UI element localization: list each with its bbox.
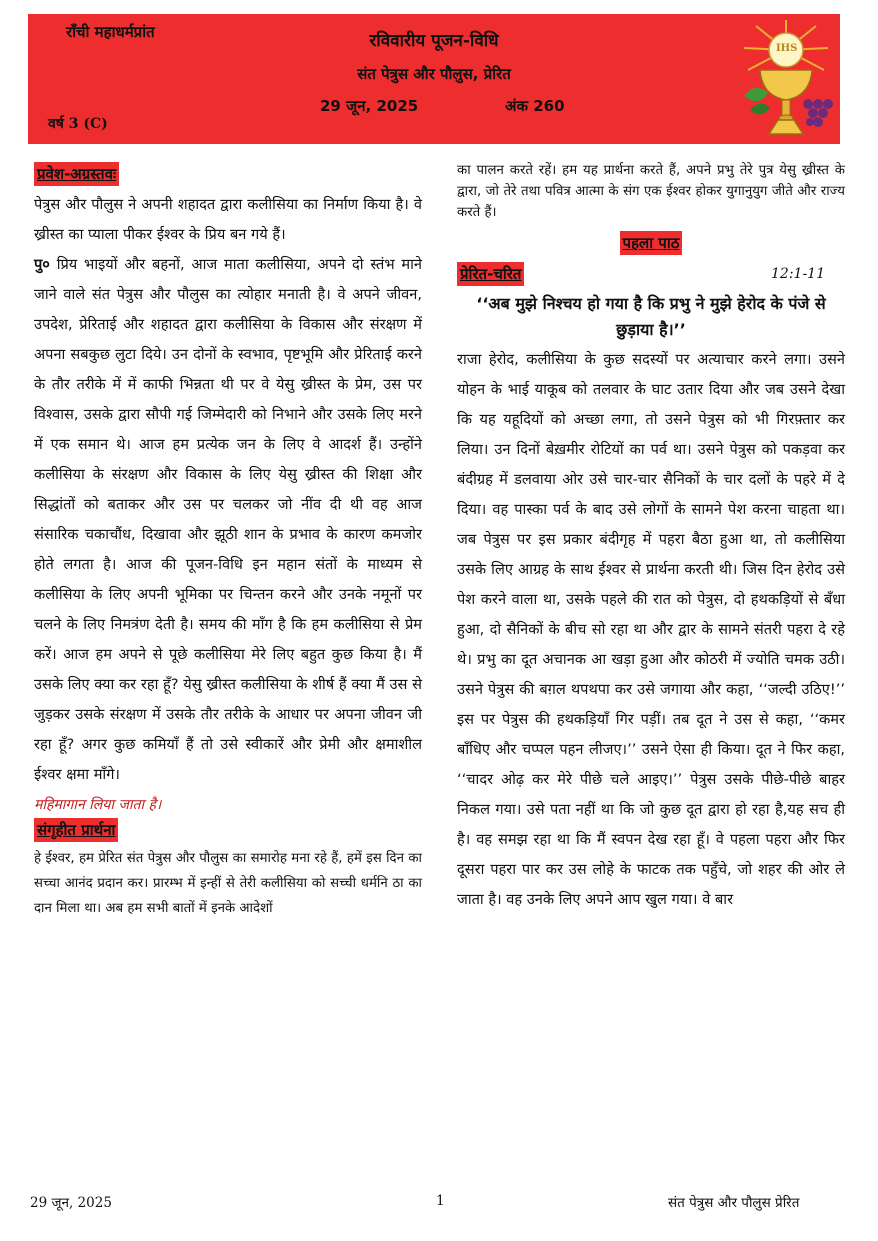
intro-text: प्रिय भाइयों और बहनों, आज माता कलीसिया, अपने दो स्तंभ माने जाने वाले संत पेत्रुस और पौलुस का त्योहार मनाती है। वे अपने जीवन, उपदेश, प्रेरिताई और शहादत द्वारा कलीसिया के विकास और संरक्षण में अपना सबकुछ लुटा दिये। उन दोनों के स्वभाव, पृष्टभूमि और प्रेरिताई करने के तौर तरीके में में काफी भिन्नता थी पर वे येसु ख्रीस्त के प्रेम, उस पर विश्वास, उसके द्वारा सौपी गई जिम्मेदारी को निभाने और उसके लिए मरने में एक समान थे। आज हम प्रत्येक जन के लिए वे आदर्श हैं। उन्होंने कलीसिया के संरक्षण और विकास के लिए येसु ख्रीस्त की शिक्षा और सिद्धांतों को बताकर और उस पर चलकर जो नींव दी थी वह आज संसारिक चकाचौंध, दिखावा और झूठी शान के प्रभाव के कारण कमजोर होते लगता है। आज की पूजन-विधि इन महान संतों के माध्यम से कलीसिया के लिए अपनी भूमिका पर चिन्तन करने और उनके नमूनों पर चलने के लिए निमत्रंण देती है। समय की माँग है कि हम कलीसिया से प्रेम करें। आज हम अपने से पूछे कलीसिया मेरे लिए बहुत कुछ किया है। मैं उसके लिए क्या कर रहा हूँ? येसु ख्रीस्त कलीसिया के शीर्ष हैं क्या मैं उस से जुड़कर उसके संरक्षण में उसके तौर तरीके के आधार पर अपना जीवन जी रहा हूँ? अगर कुछ कमियाँ हैं तो उसे स्वीकारें और प्रेमी और क्षमाशील ईश्वर क्षमा माँगे। <box>34 256 422 783</box>
header-date: 29 जून, 2025 <box>320 97 419 115</box>
diocese-name: राँची महाधर्मप्रांत <box>66 23 155 41</box>
entrance-text: पेत्रुस और पौलुस ने अपनी शहादत द्वारा कलीसिया का निर्माण किया है। वे ख्रीस्त का प्याला पीकर ईश्वर के प्रिय बन गये हैं। <box>34 196 422 243</box>
header-banner <box>28 14 840 144</box>
collect-text: हे ईश्वर, हम प्रेरित संत पेत्रुस और पौलुस का समारोह मना रहे हैं, हमें इस दिन का सच्चा आनंद प्रदान कर। प्रारम्भ में इन्हीं से तेरी कलीसिया को सच्ची धर्मनि ठा का दान मिला था। अब हम सभी बातों में इनके आदेशों <box>34 851 422 916</box>
chalice-icon <box>736 18 836 140</box>
left-column <box>34 160 422 921</box>
priest-label: पु० <box>34 256 50 273</box>
reading-text: राजा हेरोद, कलीसिया के कुछ सदस्यों पर अत्याचार करने लगा। उसने योहन के भाई याकूब को तलवार के घाट उतार दिया और जब उसने देखा कि यह यहूदियों को अच्छा लगा, तो उसने पेत्रुस को भी गिरफ़्तार कर लिया। उन दिनों बेख़मीर रोटियों का पर्व था। उसने पेत्रुस को पकड़वा कर बंदीग्रह में डलवाया ओर उसे चार-चार सैनिकों के चार दलों के पहरे में दे दिया। वह पास्का पर्व के बाद उसे लोगों के सामने पेश करना चाहता था। जब पेत्रुस पर इस प्रकार बंदीगृह में पहरा बैठा हुआ था, तो कलीसिया उसके लिए आग्रह के साथ ईश्वर से प्रार्थना करती थी। जिस दिन हेरोद उसे पेश करने वाला था, उसके पहले की रात को पेत्रुस, दो हथकड़ियों से बँधा हुआ, दो सैनिकों के बीच सो रहा था और द्वार के सामने संतरी पहरा दे रहे थे। प्रभु का दूत अचानक आ खड़ा हुआ और कोठरी में ज्योति चमक उठी। उसने पेत्रुस की बग़ल थपथपा कर उसे जगाया और कहा, ‘‘जल्दी उठिए!’’ इस पर पेत्रुस की हथकड़ियाँ गिर पड़ीं। तब दूत ने उस से कहा, ‘‘कमर बाँधिए और चप्पल पहन लीजए।’’ उसने ऐसा ही किया। दूत ने फिर कहा, ‘‘चादर ओढ़ कर मेरे पीछे चले आइए।’’ पेत्रुस उसके पीछे-पीछे बाहर निकल गया। उसे पता नहीं था कि जो कुछ दूत द्वारा हो रहा है,यह सच ही है। वह समझ रहा था कि मैं स्वपन देख रहा हूँ। वे पहला पहरा और फिर दूसरा पहरा पार कर उस लोहे के फाटक तक पहुँचे, जो शहर की ओर ले जाता है। वह उनके लिए अपने आप खुल गया। वे बार <box>457 351 845 908</box>
collect-continued: का पालन करते रहें। हम यह प्रार्थना करते हैं, अपने प्रभु तेरे पुत्र येसु ख्रीस्त के द्वारा, जो तेरे तथा पवित्र आत्मा के संग एक ईश्वर होकर युगानुयुग जीते और राज्य करते हैं। <box>457 163 845 220</box>
gloria-note: महिमागान लिया जाता है। <box>34 797 162 813</box>
reading-reference-row <box>457 259 845 289</box>
verse-reference: 12:1-11 <box>771 266 825 282</box>
bulletin-title: रविवारीय पूजन-विधि <box>369 31 499 51</box>
entrance-heading: प्रवेश-अग्रस्तवः <box>34 162 119 186</box>
collect-heading: संगृहीत प्रार्थना <box>34 818 118 842</box>
reading-quote: ‘‘अब मुझे निश्चय हो गया है कि प्रभु ने मुझे हेरोद के पंजे से छुड़ाया है।’’ <box>476 294 826 339</box>
issue-number: अंक 260 <box>505 97 565 115</box>
page-number: 1 <box>436 1193 445 1209</box>
feast-name: संत पेत्रुस और पौलुस, प्रेरित <box>357 65 511 83</box>
intro-paragraph <box>34 250 422 790</box>
host-lettering: IHS <box>776 43 798 54</box>
footer-feast: संत पेत्रुस और पौलुस प्रेरित <box>668 1195 800 1211</box>
liturgical-year: वर्ष 3 (C) <box>48 116 108 132</box>
book-heading: प्रेरित-चरित <box>457 262 524 286</box>
right-column <box>457 160 845 915</box>
first-reading-heading: पहला पाठ <box>620 231 683 255</box>
footer-date: 29 जून, 2025 <box>30 1195 112 1211</box>
